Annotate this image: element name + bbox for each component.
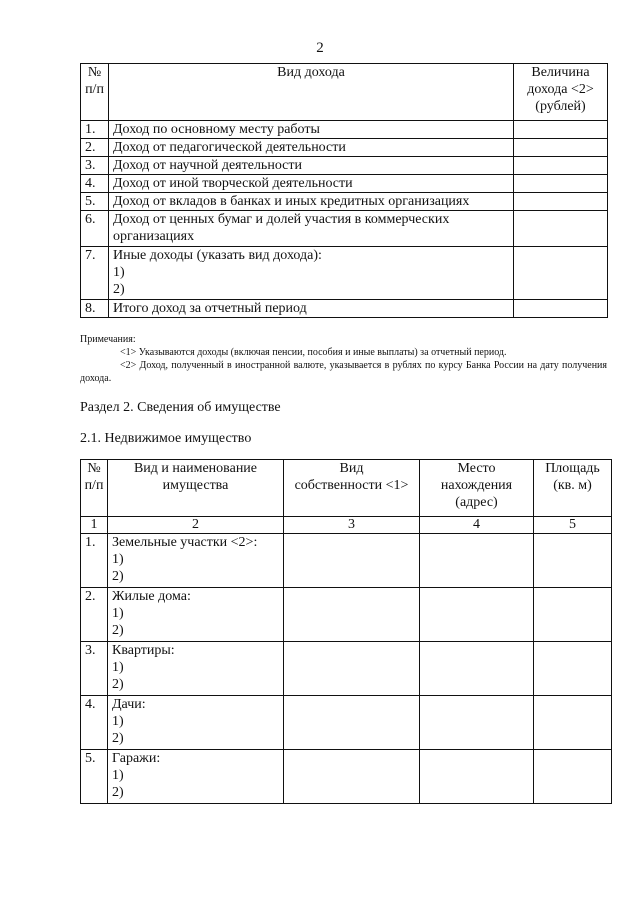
row-num: 1. bbox=[81, 534, 108, 588]
table-row bbox=[81, 247, 608, 300]
income-type: Иные доходы (указать вид дохода): 1) 2) bbox=[109, 247, 514, 300]
header-area: Площадь (кв. м) bbox=[534, 460, 612, 517]
row-num: 3. bbox=[81, 642, 108, 696]
table-row bbox=[81, 642, 612, 696]
location-cell[interactable] bbox=[420, 750, 534, 804]
row-num: 5. bbox=[81, 193, 109, 211]
row-num: 7. bbox=[81, 247, 109, 300]
location-cell[interactable] bbox=[420, 642, 534, 696]
income-type: Доход по основному месту работы bbox=[109, 121, 514, 139]
table-row bbox=[81, 300, 608, 318]
ownership-cell[interactable] bbox=[284, 696, 420, 750]
income-type: Итого доход за отчетный период bbox=[109, 300, 514, 318]
row-num: 3. bbox=[81, 157, 109, 175]
income-amount-cell[interactable] bbox=[514, 157, 608, 175]
column-number: 2 bbox=[108, 517, 284, 534]
table-row bbox=[81, 121, 608, 139]
table-row bbox=[81, 211, 608, 247]
income-amount-cell[interactable] bbox=[514, 175, 608, 193]
income-type: Доход от ценных бумаг и долей участия в коммерческих организациях bbox=[109, 211, 514, 247]
property-type: Квартиры: 1) 2) bbox=[108, 642, 284, 696]
area-cell[interactable] bbox=[534, 696, 612, 750]
income-amount-cell[interactable] bbox=[514, 247, 608, 300]
column-number: 4 bbox=[420, 517, 534, 534]
table-row bbox=[81, 139, 608, 157]
table-row bbox=[81, 750, 612, 804]
table-row bbox=[81, 157, 608, 175]
row-num: 2. bbox=[81, 588, 108, 642]
column-number: 5 bbox=[534, 517, 612, 534]
note-2: <2> Доход, полученный в иностранной валюте, указывается в рублях по курсу Банка России на дату получения дохода. bbox=[80, 360, 607, 384]
area-cell[interactable] bbox=[534, 534, 612, 588]
header-num: № п/п bbox=[81, 64, 109, 121]
area-cell[interactable] bbox=[534, 642, 612, 696]
table-row bbox=[81, 175, 608, 193]
area-cell[interactable] bbox=[534, 588, 612, 642]
note-1: <1> Указываются доходы (включая пенсии, пособия и иные выплаты) за отчетный период. bbox=[120, 347, 507, 358]
row-num: 4. bbox=[81, 175, 109, 193]
ownership-cell[interactable] bbox=[284, 642, 420, 696]
header-num: № п/п bbox=[81, 460, 108, 517]
table-row bbox=[81, 193, 608, 211]
income-type: Доход от педагогической деятельности bbox=[109, 139, 514, 157]
row-num: 6. bbox=[81, 211, 109, 247]
ownership-cell[interactable] bbox=[284, 750, 420, 804]
income-table bbox=[80, 63, 608, 318]
notes bbox=[80, 333, 607, 385]
header-income-amount: Величина дохода <2> (рублей) bbox=[514, 64, 608, 121]
table-row bbox=[81, 588, 612, 642]
column-number: 1 bbox=[81, 517, 108, 534]
header-property-name: Вид и наименование имущества bbox=[108, 460, 284, 517]
income-type: Доход от научной деятельности bbox=[109, 157, 514, 175]
header-ownership: Вид собственности <1> bbox=[284, 460, 420, 517]
location-cell[interactable] bbox=[420, 696, 534, 750]
location-cell[interactable] bbox=[420, 534, 534, 588]
income-type: Доход от иной творческой деятельности bbox=[109, 175, 514, 193]
location-cell[interactable] bbox=[420, 588, 534, 642]
subsection-2-1-title: 2.1. Недвижимое имущество bbox=[80, 431, 252, 446]
ownership-cell[interactable] bbox=[284, 588, 420, 642]
row-num: 1. bbox=[81, 121, 109, 139]
page-number: 2 bbox=[316, 40, 324, 56]
area-cell[interactable] bbox=[534, 750, 612, 804]
income-amount-cell[interactable] bbox=[514, 211, 608, 247]
row-num: 8. bbox=[81, 300, 109, 318]
row-num: 4. bbox=[81, 696, 108, 750]
ownership-cell[interactable] bbox=[284, 534, 420, 588]
income-amount-cell[interactable] bbox=[514, 300, 608, 318]
table-row bbox=[81, 696, 612, 750]
header-location: Место нахождения (адрес) bbox=[420, 460, 534, 517]
property-type: Жилые дома: 1) 2) bbox=[108, 588, 284, 642]
income-type: Доход от вкладов в банках и иных кредитных организациях bbox=[109, 193, 514, 211]
header-income-type: Вид дохода bbox=[109, 64, 514, 121]
property-table bbox=[80, 459, 612, 804]
property-type: Гаражи: 1) 2) bbox=[108, 750, 284, 804]
income-amount-cell[interactable] bbox=[514, 193, 608, 211]
table-row bbox=[81, 534, 612, 588]
property-type: Земельные участки <2>: 1) 2) bbox=[108, 534, 284, 588]
income-amount-cell[interactable] bbox=[514, 139, 608, 157]
section-2-title: Раздел 2. Сведения об имуществе bbox=[80, 400, 281, 415]
property-type: Дачи: 1) 2) bbox=[108, 696, 284, 750]
income-amount-cell[interactable] bbox=[514, 121, 608, 139]
row-num: 2. bbox=[81, 139, 109, 157]
column-number: 3 bbox=[284, 517, 420, 534]
row-num: 5. bbox=[81, 750, 108, 804]
notes-title: Примечания: bbox=[80, 334, 136, 345]
